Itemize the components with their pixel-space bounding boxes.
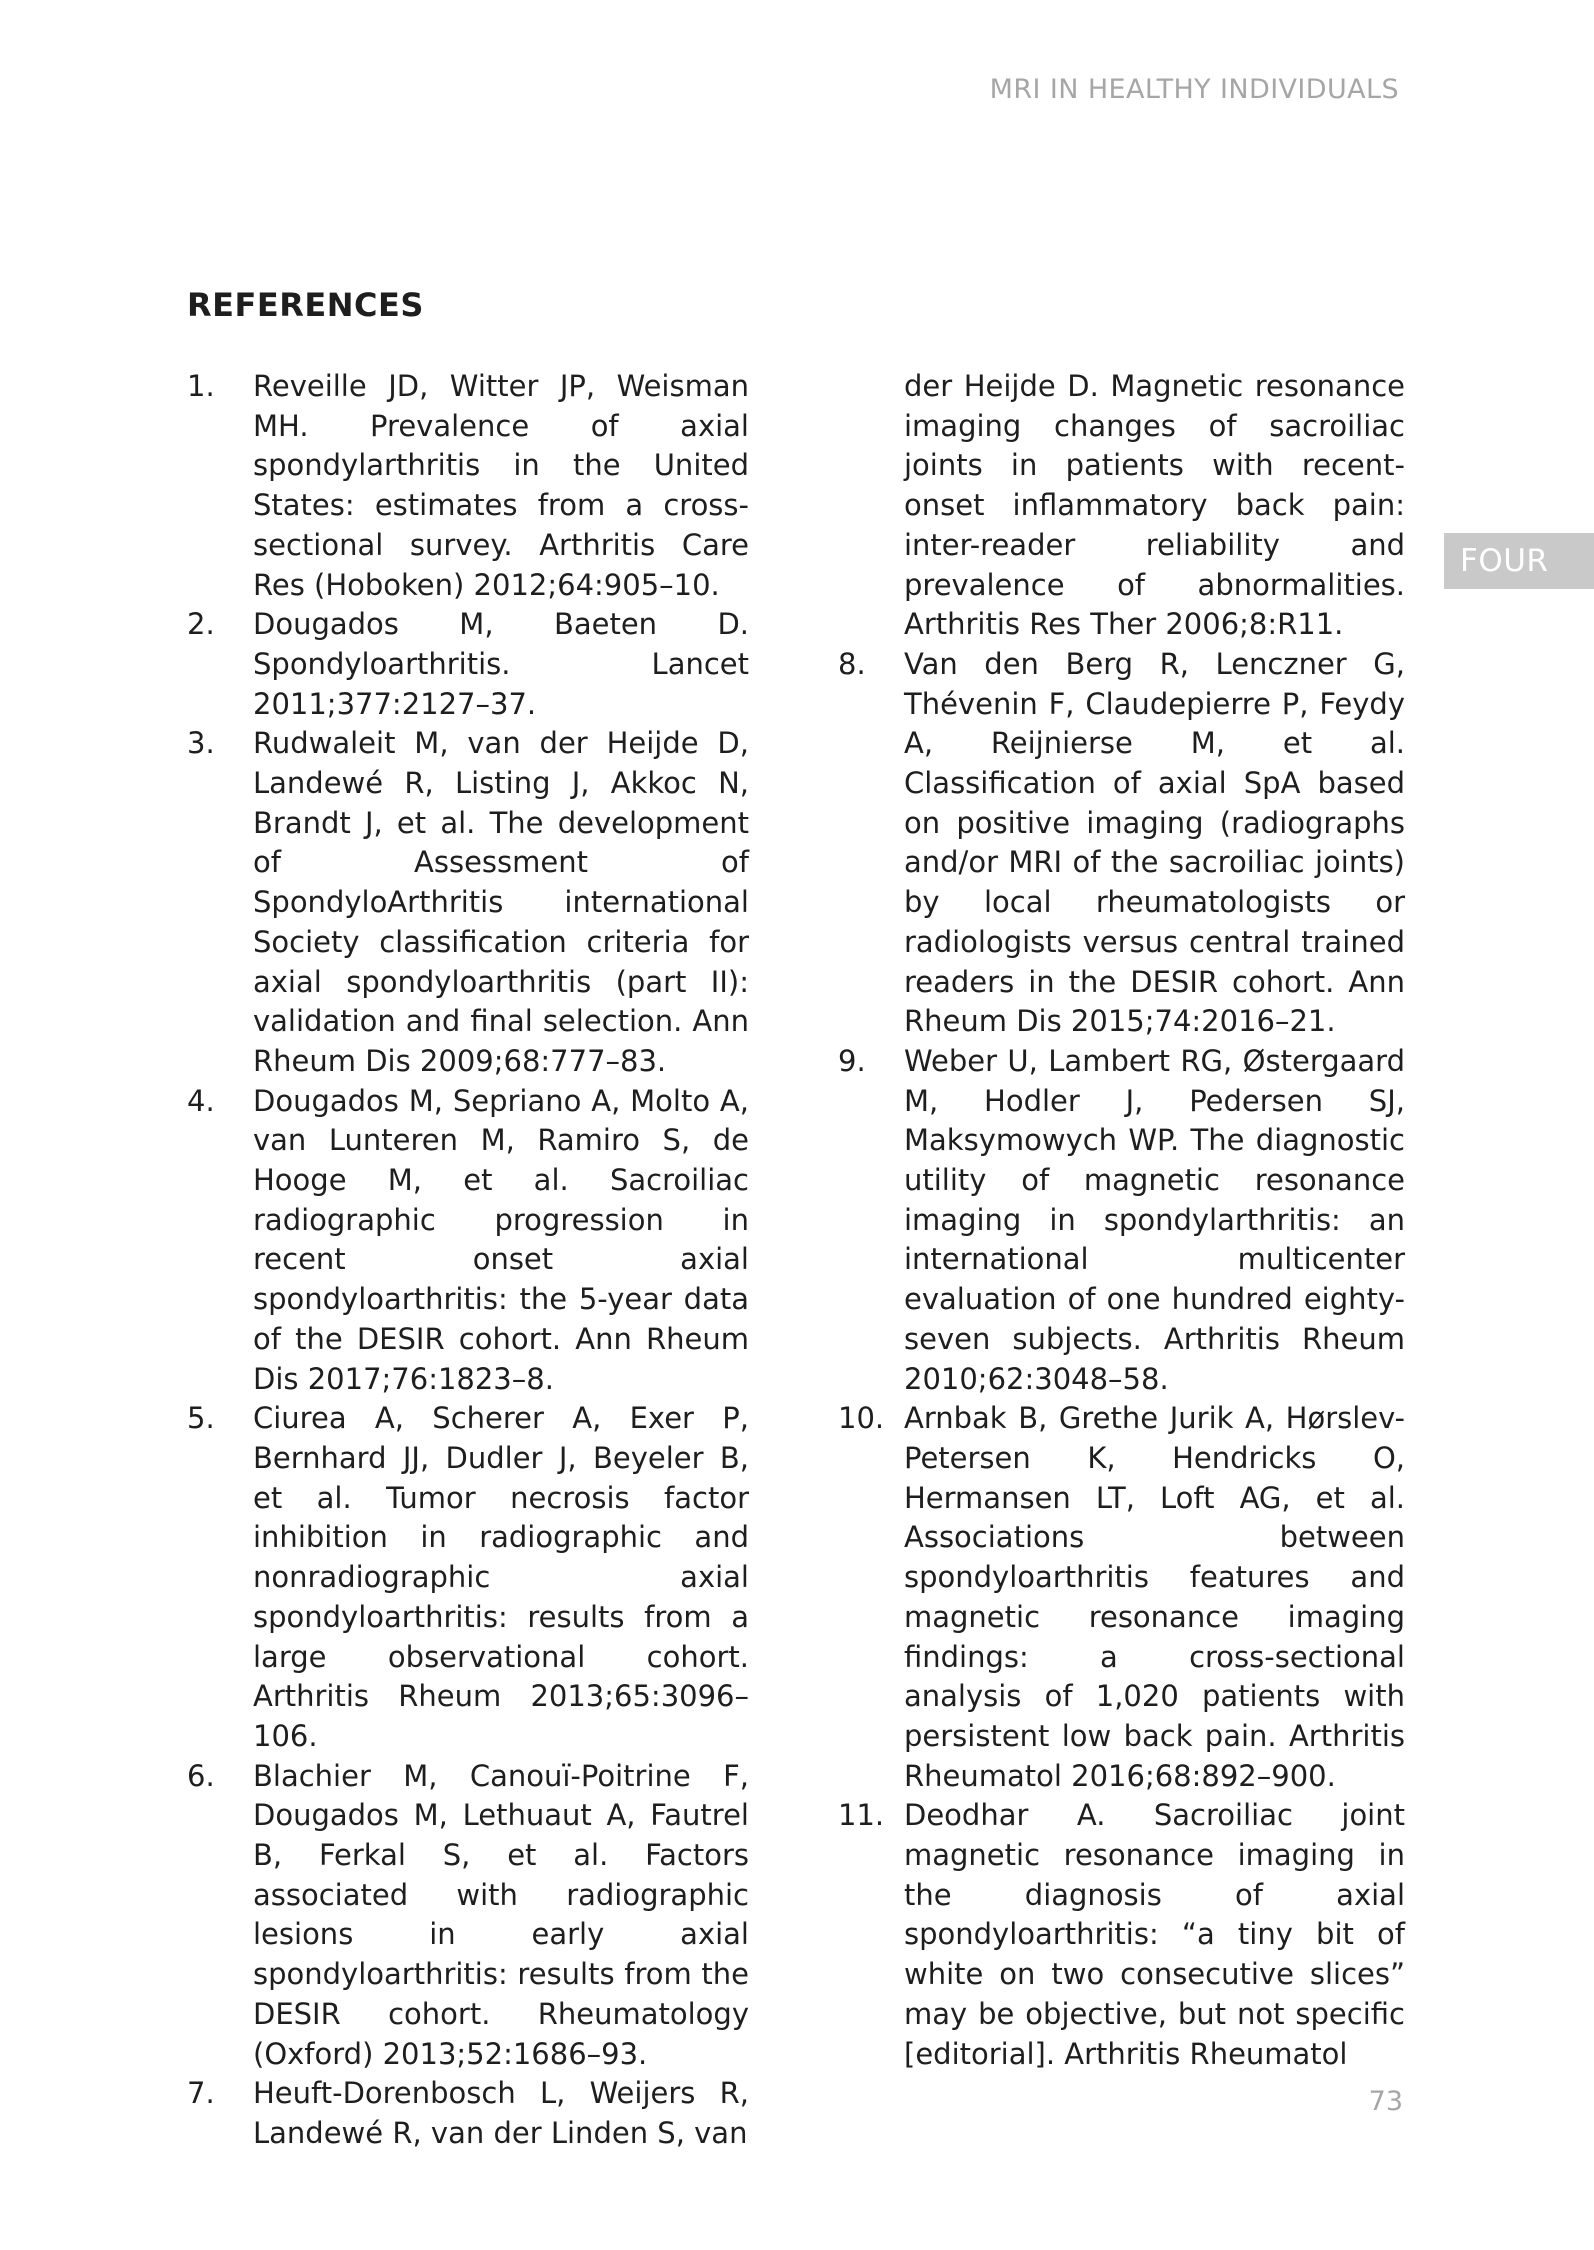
reference-text: Dougados M, Sepriano A, Molto A, van Lunteren M, Ramiro S, de Hooge M, et al. Sacroiliac radiographic progression in recent onset axial spondyloarthritis: the 5-year data of the DESIR cohort. Ann Rheum Dis 2017;76:1823–8. <box>253 1083 749 1396</box>
reference-text: Weber U, Lambert RG, Østergaard M, Hodler J, Pedersen SJ, Maksymowych WP. The diagnostic utility of magnetic resonance imaging in spondylarthritis: an international multicenter evaluation of one hundred eighty-seven subjects. Arthritis Rheum 2010;62:3048–58. <box>904 1043 1405 1396</box>
reference-text: Ciurea A, Scherer A, Exer P, Bernhard JJ, Dudler J, Beyeler B, et al. Tumor necrosis factor inhibition in radiographic and nonradiographic axial spondyloarthritis: results from a large observational cohort. Arthritis Rheum 2013;65:3096–106. <box>253 1401 749 1753</box>
reference-number: 3. <box>187 726 215 761</box>
reference-number: 10. <box>838 1401 885 1436</box>
reference-text: Heuft-Dorenbosch L, Weijers R, Landewé R, van der Linden S, van <box>253 2076 749 2150</box>
reference-number: 7. <box>187 2076 215 2111</box>
reference-number: 2. <box>187 607 215 642</box>
running-header: MRI IN HEALTHY INDIVIDUALS <box>989 74 1399 105</box>
reference-text: Deodhar A. Sacroiliac joint magnetic resonance imaging in the diagnosis of axial spondyloarthritis: “a tiny bit of white on two consecutive slices” may be objective, but not specific [editorial]. Arthritis Rheumatol <box>904 1798 1405 2071</box>
reference-number: 6. <box>187 1758 215 1793</box>
reference-item <box>187 367 749 605</box>
section-title: REFERENCES <box>187 286 424 324</box>
reference-item <box>838 1796 1405 2074</box>
chapter-tab-label: FOUR <box>1460 543 1549 579</box>
reference-number: 8. <box>838 646 866 681</box>
references-column-left <box>187 367 749 2154</box>
reference-item <box>838 1042 1405 1399</box>
reference-item-continued <box>838 367 1405 645</box>
reference-item <box>187 2074 749 2153</box>
reference-text: Arnbak B, Grethe Jurik A, Hørslev-Petersen K, Hendricks O, Hermansen LT, Loft AG, et al. Associations between spondyloarthritis features and magnetic resonance imaging findings: a cross-sectional analysis of 1,020 patients with persistent low back pain. Arthritis Rheumatol 2016;68:892–900. <box>904 1401 1405 1793</box>
reference-item <box>187 1399 749 1756</box>
reference-item <box>838 1399 1405 1796</box>
reference-text: der Heijde D. Magnetic resonance imaging changes of sacroiliac joints in patients with recent-onset inflammatory back pain: inter-reader reliability and prevalence of abnormalities. Arthritis Res Ther 2006;8:R11. <box>904 369 1405 642</box>
references-column-right <box>838 367 1405 2074</box>
reference-text: Blachier M, Canouï-Poitrine F, Dougados M, Lethuaut A, Fautrel B, Ferkal S, et al. Factors associated with radiographic lesions in early axial spondyloarthritis: results from the DESIR cohort. Rheumatology (Oxford) 2013;52:1686–93. <box>253 1758 749 2071</box>
reference-item <box>838 645 1405 1042</box>
reference-text: Dougados M, Baeten D. Spondyloarthritis. Lancet 2011;377:2127–37. <box>253 607 749 721</box>
reference-number: 9. <box>838 1043 866 1078</box>
reference-item <box>187 605 749 724</box>
reference-text: Rudwaleit M, van der Heijde D, Landewé R, Listing J, Akkoc N, Brandt J, et al. The development of Assessment of SpondyloArthritis international Society classification criteria for axial spondyloarthritis (part II): validation and final selection. Ann Rheum Dis 2009;68:777–83. <box>253 726 749 1078</box>
reference-item <box>187 1082 749 1400</box>
reference-number: 1. <box>187 369 215 403</box>
reference-number: 5. <box>187 1401 215 1436</box>
reference-text: Van den Berg R, Lenczner G, Thévenin F, Claudepierre P, Feydy A, Reijnierse M, et al. Classification of axial SpA based on positive imaging (radiographs and/or MRI of the sacroiliac joints) by local rheumatologists or radiologists versus central trained readers in the DESIR cohort. Ann Rheum Dis 2015;74:2016–21. <box>904 646 1405 1039</box>
chapter-tab <box>1444 533 1594 589</box>
reference-item <box>187 724 749 1081</box>
reference-text: Reveille JD, Witter JP, Weisman MH. Prevalence of axial spondylarthritis in the United States: estimates from a cross-sectional survey. Arthritis Care Res (Hoboken) 2012;64:905–10. <box>253 369 749 602</box>
reference-item <box>187 1757 749 2075</box>
page-number: 73 <box>1368 2086 1403 2117</box>
reference-number: 4. <box>187 1083 215 1118</box>
reference-number: 11. <box>838 1798 885 1833</box>
